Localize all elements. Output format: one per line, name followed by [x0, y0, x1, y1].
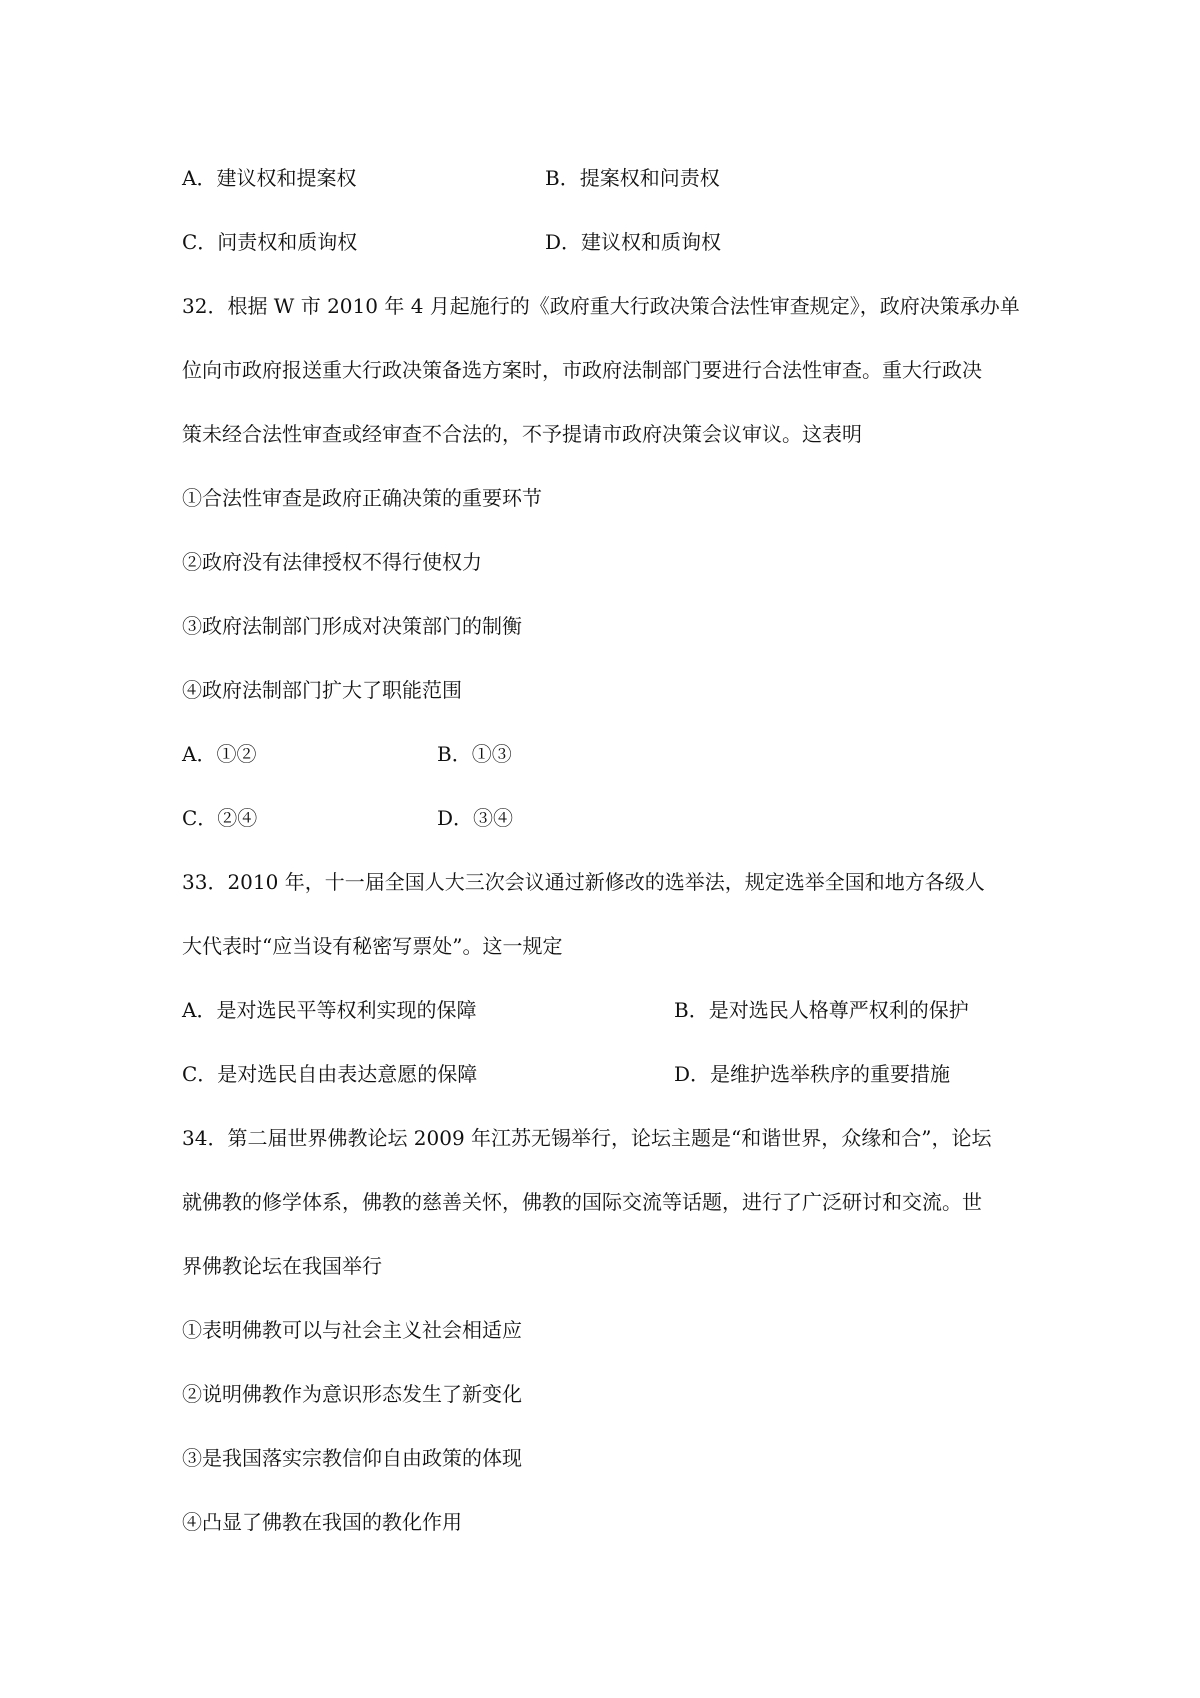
q33-stem-line-1: 33．2010 年，十一届全国人大三次会议通过新修改的选举法，规定选举全国和地方各级人 — [182, 870, 985, 894]
q33-option-b: B．是对选民人格尊严权利的保护 — [674, 998, 969, 1022]
q32-statement-2: ②政府没有法律授权不得行使权力 — [182, 550, 482, 574]
q32-statement-4: ④政府法制部门扩大了职能范围 — [182, 678, 462, 702]
q32-option-c: C．②④ — [182, 806, 258, 830]
q31-option-c: C．问责权和质询权 — [182, 230, 358, 254]
q34-stem-line-1: 34．第二届世界佛教论坛 2009 年江苏无锡举行，论坛主题是“和谐世界，众缘和合”，论坛 — [182, 1126, 992, 1150]
q34-stem-line-3: 界佛教论坛在我国举行 — [182, 1254, 382, 1278]
q32-stem-line-2: 位向市政府报送重大行政决策备选方案时，市政府法制部门要进行合法性审查。重大行政决 — [182, 358, 982, 382]
q32-option-b: B．①③ — [437, 742, 512, 766]
q32-option-a: A．①② — [182, 742, 257, 766]
q32-option-d: D．③④ — [437, 806, 514, 830]
q32-stem-line-1: 32．根据 W 市 2010 年 4 月起施行的《政府重大行政决策合法性审查规定》，政府决策承办单 — [182, 294, 1020, 318]
q34-statement-1: ①表明佛教可以与社会主义社会相适应 — [182, 1318, 522, 1342]
q31-option-a: A．建议权和提案权 — [182, 166, 357, 190]
q31-option-d: D．建议权和质询权 — [545, 230, 722, 254]
q34-statement-3: ③是我国落实宗教信仰自由政策的体现 — [182, 1446, 522, 1470]
q32-statement-1: ①合法性审查是政府正确决策的重要环节 — [182, 486, 542, 510]
q33-option-c: C．是对选民自由表达意愿的保障 — [182, 1062, 478, 1086]
q33-option-d: D．是维护选举秩序的重要措施 — [674, 1062, 951, 1086]
q34-stem-line-2: 就佛教的修学体系，佛教的慈善关怀，佛教的国际交流等话题，进行了广泛研讨和交流。世 — [182, 1190, 982, 1214]
q33-stem-line-2: 大代表时“应当设有秘密写票处”。这一规定 — [182, 934, 563, 958]
q33-option-a: A．是对选民平等权利实现的保障 — [182, 998, 477, 1022]
q32-stem-line-3: 策未经合法性审查或经审查不合法的，不予提请市政府决策会议审议。这表明 — [182, 422, 862, 446]
q31-option-b: B．提案权和问责权 — [545, 166, 720, 190]
q32-statement-3: ③政府法制部门形成对决策部门的制衡 — [182, 614, 522, 638]
q34-statement-4: ④凸显了佛教在我国的教化作用 — [182, 1510, 462, 1534]
q34-statement-2: ②说明佛教作为意识形态发生了新变化 — [182, 1382, 522, 1406]
